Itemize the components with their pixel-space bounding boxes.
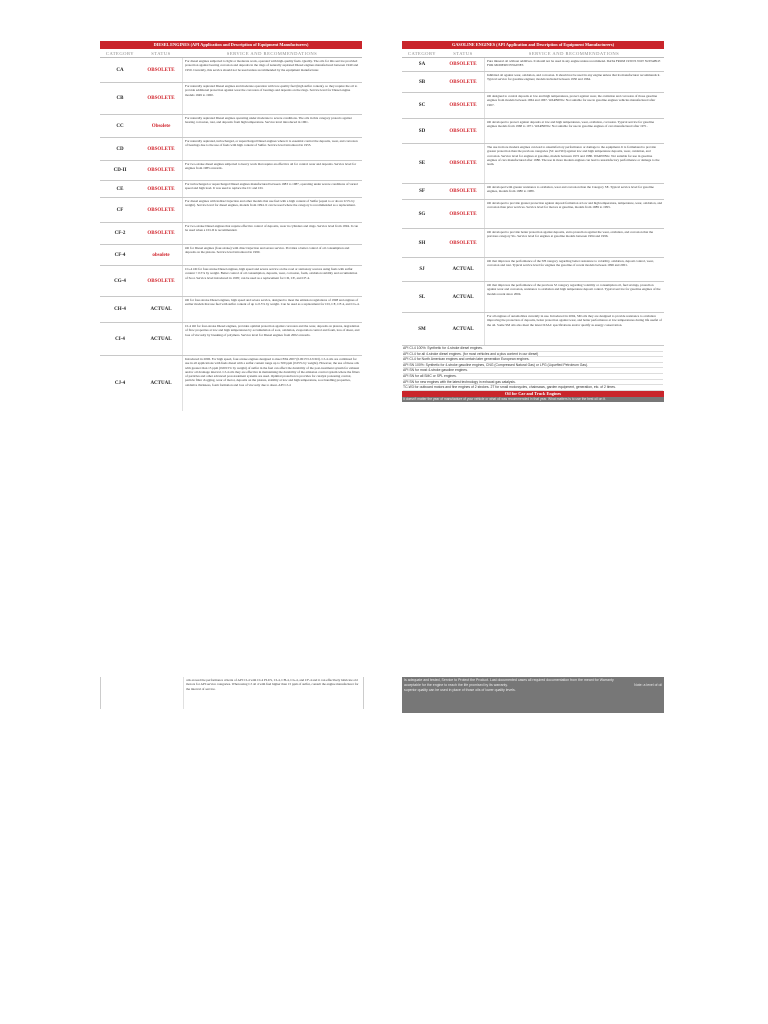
status-badge: OBSOLETE <box>147 186 175 192</box>
service-description: For diesel engines subjected to light or moderate work, operated with high-quality fuels. Quality. The oils for this service provided protection against bearing corrosion and deposits in the rings of naturally aspirated Diesel engines manufactured between 1940 and 1950. Currently, this service should not be used unless recommended by the equipment manufacturer. <box>182 58 362 82</box>
table-row <box>100 138 362 161</box>
list-item: API SN 100%: Synthetic for 4-stroke gasoline engines, CNG (Compressed Natural Gas) or LPG (Liquefied Petroleum Gas). <box>403 363 663 369</box>
status-badge: ACTUAL <box>150 381 172 386</box>
table-row <box>402 144 664 184</box>
service-description: Oil developed to provide greater protection against deposit formation at low and high temperature, temperature, wear, oxidation, and corrosion than prior services. Service level for motors at gasoline, models from 1989 to 1993. <box>484 200 664 228</box>
service-description: Oil developed to protect against deposits at low and high temperatures, wear, oxidation, corrosion. Typical service for gasoline engines models from 1968 to 1971. WARNING: Not suitable for use in gasoline engines of cars manufactured after 1971. <box>484 119 664 143</box>
category-code: CI-4 <box>115 336 125 342</box>
table-row <box>402 184 664 200</box>
status-badge: OBSOLETE <box>449 103 477 108</box>
category-code: SB <box>418 79 426 85</box>
column-header-status: STATUS <box>453 50 473 56</box>
table-row <box>100 323 362 356</box>
status-badge: OBSOLETE <box>449 128 477 134</box>
table-row <box>100 83 362 115</box>
category-code: CA <box>116 67 124 73</box>
table-row <box>402 229 664 258</box>
column-header-category: CATEGORY <box>407 50 437 56</box>
table-row <box>100 266 362 297</box>
continuation-note: Note: a level of oil <box>634 683 662 687</box>
status-badge: OBSOLETE <box>449 79 477 85</box>
status-badge: ACTUAL <box>150 307 172 312</box>
category-code: CH-4 <box>114 307 126 312</box>
gasoline-table-title: GASOLINE ENGINES (API Application and Description of Equipment Manufacturers) <box>402 41 664 49</box>
category-code: SA <box>418 62 426 67</box>
service-description: Oil for Diesel engines (four-stroke) with direct injection and severe service. Provides a better control of oil consumption and deposits on the pistons. Service level introduced in 1990. <box>182 245 362 265</box>
category-code: SD <box>418 128 426 134</box>
category-code: CD <box>116 146 124 152</box>
diesel-rows <box>100 58 362 411</box>
service-description: For two-stroke diesel engines subjected to heavy work that require an effective oil for control wear and deposits. Service level for engines from 1985 onwards. <box>182 161 362 180</box>
list-item: API CI-4 for North American engines and certain later generation European engines. <box>403 357 663 363</box>
status-badge: ACTUAL <box>150 336 172 342</box>
continuation-line: acceptable for the engine to reach the life promised by its warranty. <box>404 683 508 687</box>
category-code: SH <box>418 240 426 246</box>
service-description: The use in more modern engines can lead to unsatisfactory performance or damage to the equipment. It is formulated to provide greater protection than the previous categories (SC and SD) against low and high temperature deposits, wear, oxidation, and corrosion. Service level for engines at gasoline, models between 1972 and 1980. WARNING: Not suitable for use in gasoline engines of cars manufactured after 1980. The use in more modern engines can lead to unsatisfactory performance or damage to the team. <box>484 144 664 183</box>
status-badge: OBSOLETE <box>147 231 175 236</box>
diesel-continuation <box>100 677 364 709</box>
status-badge: OBSOLETE <box>449 189 477 194</box>
car-truck-engines-text: It doesn't matter the year of manufacture of your vehicle or what oil was recommended in that year. What matters is to use the best oil on it. <box>402 397 664 402</box>
table-row <box>402 313 664 346</box>
diesel-engines-table <box>100 41 362 411</box>
status-badge: OBSOLETE <box>147 168 175 173</box>
gasoline-column-headers <box>402 49 664 58</box>
list-item: API SN for all SMC or SPL engines. <box>403 374 663 380</box>
list-item: TC-W3 for outboard motors and fine engines of 2 strokes. 2T for small motorcycles, chainsaws, garden equipment, generation, etc. of 2 times. <box>403 385 663 391</box>
table-row <box>402 200 664 229</box>
list-item: API CI-4 100%: Synthetic for 4-stroke diesel engines. <box>403 346 663 352</box>
category-code: CJ-4 <box>114 381 126 386</box>
service-description: Pure mineral oil without additives. It should not be used in any engine unless recommend. DATA FROM 1930 IS NOT SUITABLE FOR MODERN ENGINES <box>484 58 664 71</box>
status-badge: ACTUAL <box>452 294 474 300</box>
gasoline-engines-table <box>402 41 664 402</box>
car-truck-engines-heading: Oil for Car and Truck Engines <box>402 391 664 397</box>
service-description: Oil designed to control deposits at low and high temperatures, protect against wear, the oxidation and corrosion of those gasoline engines from models between 1964 and 1967. WARNING: Not suitable for use in gasoline engines vehicles manufactured after 1967. <box>484 93 664 118</box>
service-description: For diesel engines with indirect injection and other models that use fuel with a high content of Sulfur (equal to or above 0.5% by weight). Service level for diesel engines, models from 1994. It can be used where the category is recommended as a replacement. <box>182 198 362 222</box>
category-code: CE <box>116 186 124 192</box>
service-description: Oil developed to provide better protection against deposits, extra protection against the wear, oxidation, and corrosion that the previous category SG. Service level for engines at gasoline models between 1994 and 1996. <box>484 229 664 257</box>
service-description: For turbocharged or supercharged Diesel engines manufactured between 1983 to 1987, operating under severe conditions of varied speed and high load. It was used to replace the CC and CD. <box>182 181 362 197</box>
status-badge: OBSOLETE <box>147 96 175 101</box>
service-description: For naturally aspirated Diesel engines and moderate operation with low-quality fuel (high sulfur content), so they require the oil to provide additional protection against wear the corrosion of bearings and deposits on the rings. Service level for Diesel engine models 1949 to 1960. <box>182 83 362 114</box>
status-badge: Obsolete <box>151 123 171 129</box>
table-row <box>100 356 362 411</box>
list-item: API SN for new engines with the latest technology in exhaust gas catalysis. <box>403 380 663 386</box>
category-code: SG <box>418 211 426 217</box>
service-description: For all engines of automobiles currently in use. Introduced in 2004, SM oils they are designed to provide resistance to oxidation improving the protection of deposits, better protection against wear, and better performance at low temperatures during life useful of the oil. Some SM oils also meet the latest ILSAC specifications and/or qualify as energy conservation. <box>484 313 664 345</box>
table-row <box>402 119 664 144</box>
status-badge: ACTUAL <box>452 326 474 332</box>
category-code: CB <box>116 96 124 101</box>
table-row <box>100 161 362 181</box>
status-badge: OBSOLETE <box>449 62 477 67</box>
table-row <box>402 72 664 93</box>
table-row <box>402 58 664 72</box>
column-header-service: SERVICE AND RECOMMENDATIONS <box>528 50 620 56</box>
oil-notes-list <box>402 346 664 391</box>
table-row <box>402 258 664 282</box>
list-item: API CI-4 for all 4-stroke diesel engines. (for most vehicles and a plus content in our diesel) <box>403 352 663 358</box>
status-badge: OBSOLETE <box>147 146 175 152</box>
gasoline-rows <box>402 58 664 346</box>
category-code: SJ <box>419 267 425 272</box>
category-code: CF-2 <box>114 231 126 236</box>
service-description: For two-stroke Diesel engines that require effective control of deposits, wear in cylinders and rings. Service level from 1994. It can be used when a CD-II is recommended. <box>182 223 362 244</box>
list-item: API SN for most 4-stroke gasoline engines. <box>403 368 663 374</box>
category-code: SC <box>418 103 426 108</box>
gasoline-continuation <box>402 677 664 713</box>
column-header-category: CATEGORY <box>105 50 135 56</box>
service-description: For naturally aspirated, turbocharged, or supercharged Diesel engines where it is essential control the deposits, wear, and corrosion of bearings due to the use of fuels with high content of Sulfur. Service level introduced in 1955. <box>182 138 362 160</box>
service-description: Oil developed with greater resistance to oxidation, wear and corrosion than the Category SE. Typical service level for gasoline engines, models from 1980 to 1989. <box>484 184 664 199</box>
service-description: Introduced in 2006. For high speed, four-stroke engines designed to meet EPA 2007 (0.0015% ULSD). CJ-4 oils are combined for use in all applications with fuels diesel with a sulfur content range up to 500 ppm (0.05% by weight). However, the use of these oils with greater than 15 ppm (0.0015% by weight) of sulfur in the fuel can affect the durability of the post-treatment system for exhaust and/or oil drainage interval. CJ-4 oils they are effective in maintaining the durability of the emission control system where the filters of particles and other advanced post-treatment systems are used. Optimal protection is provides for catalyst poisoning control, particle filter clogging, wear of motor, deposits on the pistons, stability at low and high temperature, soot handling properties, oxidative thickness, foam formation and loss of viscosity due to shear. API CJ-4 <box>182 356 362 411</box>
table-row <box>100 223 362 245</box>
column-header-status: STATUS <box>151 50 171 56</box>
category-code: CC <box>116 123 124 129</box>
table-row <box>100 297 362 323</box>
status-badge: ACTUAL <box>452 267 474 272</box>
continuation-line: superior quality can be used in place of those oils of lower quality levels. <box>404 688 516 692</box>
service-description: Oil that improves the performance of the SH category regarding better resistance to volatility, oxidation, deposit control, wear, corrosion and rust. Typical service level for engines the gasoline of recent models between 1996 and 2001. <box>484 258 664 281</box>
continuation-text: oils exceed the performance criteria of API CI-4 with CI-4 PLUS, CI-4, CH-4, CG-4, and CF-4 and it can effectively lubricate old motors for API service categories. When using CJ oil 4 with fuel higher than 15 ppm of sulfur, consult the engine manufacturer for the interval of service. <box>183 677 363 709</box>
table-row <box>100 181 362 198</box>
column-header-service: SERVICE AND RECOMMENDATIONS <box>226 50 318 56</box>
table-row <box>402 282 664 313</box>
table-row <box>402 93 664 119</box>
category-code: CG-4 <box>114 278 126 284</box>
category-code: SE <box>418 161 426 166</box>
table-row <box>100 115 362 138</box>
service-description: For naturally aspirated Diesel engines operating under moderate to severe conditions. The oils in this category protects against bearing corrosion, rust, and deposits from high temperature. Service level introduced in 1961. <box>182 115 362 137</box>
status-badge: OBSOLETE <box>449 161 477 166</box>
status-badge: obsolete <box>152 252 170 258</box>
category-code: CD-II <box>113 168 127 173</box>
status-badge: OBSOLETE <box>147 67 175 73</box>
category-code: CF <box>116 207 124 213</box>
service-description: CI-4 Oil for four-stroke Diesel engines, provides optimal protection against corrosion and the wear, deposits on pistons, degradation of flow properties at low and high temperatures by accumulation of soot, oxidation, evaporation control and foam, loss of shear, and loss of viscosity by breaking of polymers. Service level for Diesel engines from 2002 onwards. <box>182 323 362 355</box>
continuation-line: Is adequate and tested, Service to Protect the Product. Last documented cases all required documentation from the meant for Warranty <box>404 678 614 682</box>
category-code: SM <box>418 326 426 332</box>
service-description: Oil that improves the performance of the previous SJ category regarding volatility or consumption oil, fuel savings, protection against wear and corrosion, resistance to oxidation and high temperature deposit control. Typical service for gasoline engines of the models recent since 2004. <box>484 282 664 312</box>
service-description: CG-4 Oil for four-stroke Diesel engines, high speed and severe service on the road or stationary sources using fuels with sulfur content < 0.5% by weight. Better control of oil consumption, deposits, wear, corrosion, foam, oxidation stability and accumulation of Soot. Service level introduced in 1995; can be used as a replacement for CD, CE, and CF-4. <box>182 266 362 296</box>
service-description: Inhibited oil against wear, oxidation, and corrosion. It should not be used in any engine unless that its manufacturer recommends it. Typical service for gasoline engines; models included between 1930 and 1964. <box>484 72 664 92</box>
diesel-column-headers <box>100 49 362 58</box>
category-code: SF <box>419 189 425 194</box>
status-badge: OBSOLETE <box>449 211 477 217</box>
service-description: Oil for four-stroke Diesel engines, high speed and severe service, designed to meet the emission regulations of 1998 and engines of earlier models that use fuel with sulfur content of up to 0.5% by weight. Can be used as a replacement for CD, CE, CF-4, and CG-4. <box>182 297 362 322</box>
table-row <box>100 58 362 83</box>
category-code: CF-4 <box>114 252 126 258</box>
table-row <box>100 198 362 223</box>
table-row <box>100 245 362 266</box>
status-badge: OBSOLETE <box>147 207 175 213</box>
status-badge: OBSOLETE <box>449 240 477 246</box>
category-code: SL <box>418 294 426 300</box>
status-badge: OBSOLETE <box>147 278 175 284</box>
diesel-table-title: DIESEL ENGINES (API Application and Description of Equipment Manufacturers) <box>100 41 362 49</box>
